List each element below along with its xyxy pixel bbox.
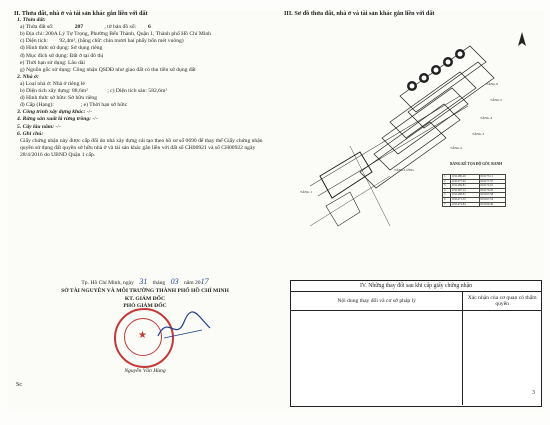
coordinate-cell: 2 (443, 179, 451, 184)
other-structure-line (14, 109, 276, 116)
perennial-heading: 5. Cây lâu năm: (17, 123, 54, 130)
house-type-line (14, 81, 276, 88)
coordinate-cell: 1191469.81 (450, 184, 479, 189)
built-area-label: b) Diện tích xây dựng: (20, 88, 71, 95)
coordinate-cell: 601165.58 (479, 193, 505, 198)
forest-heading: 4. Rừng sản xuất là rừng trồng: (17, 116, 92, 123)
floor-label-6: TẦNG 6 (486, 82, 498, 86)
coordinate-cell: 1191468.81 (450, 193, 479, 198)
perennial-value: -/- (55, 123, 61, 130)
change-content-cell (291, 311, 463, 405)
origin-value: Công nhận QSDĐ như giao đất có thu tiền sử dụng đất (72, 66, 196, 73)
coordinate-cell: 1191474.84 (450, 202, 479, 207)
coordinate-cell: 5 (443, 193, 451, 198)
area-label: c) Diện tích: (20, 38, 48, 45)
header-confirmation: Xác nhận của cơ quan có thẩm quyền (467, 295, 537, 307)
coordinate-cell: 601169.40 (479, 202, 505, 207)
coordinate-table-title: BẢNG KÊ TỌA ĐỘ GÓC RANH (450, 162, 502, 166)
coordinate-row (443, 202, 506, 207)
perennial-line (14, 124, 276, 131)
changes-table (290, 280, 542, 407)
term-label: e) Thời hạn sử dụng: (20, 59, 67, 66)
date-month: 03 (170, 277, 179, 286)
coordinate-cell: 601177.37 (479, 179, 505, 184)
coordinate-cell: 1191471.35 (450, 197, 479, 202)
footer-code: Sc (16, 382, 22, 388)
floor-label-4: TẦNG 4 (480, 116, 492, 120)
ownership-line (14, 95, 276, 102)
coordinate-cell: 1 (443, 175, 451, 180)
floor-label-5: TẦNG 5 (490, 98, 502, 102)
origin-line (14, 67, 276, 74)
date-prefix: Tp. Hồ Chí Minh, ngày (81, 280, 134, 286)
site-plan-diagram (290, 26, 540, 266)
floor-area-label: ; c) Diện tích sàn: (107, 88, 147, 95)
right-panel (284, 10, 542, 410)
floor-area-value: 582,6m² (148, 88, 168, 95)
coordinate-cell: 601167.16 (479, 197, 505, 202)
area-line (14, 38, 276, 45)
house-area-line (14, 88, 276, 95)
section-title-iii: III. Sơ đồ thửa đất, nhà ở và tài sản khác gắn liền với đất (284, 10, 435, 17)
house-heading: 2. Nhà ở: (17, 73, 39, 80)
other-structure-heading: 3. Công trình xây dựng khác: (17, 109, 86, 116)
signer-role-2: PHÓ GIÁM ĐỐC (123, 303, 167, 309)
purpose-value: Đất ở tại đô thị (69, 52, 104, 59)
header-change-content: Nội dung thay đổi và cơ sở pháp lý (291, 292, 463, 310)
coordinate-cell: 601173.11 (479, 175, 505, 180)
date-year: 17 (200, 277, 209, 286)
floor-label-2: TẦNG 2 (450, 146, 462, 150)
notes-heading: 6. Ghi chú: (17, 130, 44, 137)
coordinate-cell: 1191467.12 (450, 188, 479, 193)
parcel-label: a) Thửa đất số: (20, 24, 54, 31)
ownership-label: d) Hình thức sở hữu: (20, 95, 67, 102)
coordinate-cell: 1191480.40 (450, 175, 479, 180)
coordinate-cell: 601172.61 (479, 184, 505, 189)
notes-text: Giấy chứng nhận này được cấp đổi do nhà xây dựng cải tạo theo hồ sơ số 0690 để thay thế Giấy chứng nhận quyền sử dụng đất quyền sở hữu nhà ở và tài sản khác gắn liền với đất số CH00921 và số CH00922 ngày 28/4/2016 do UBND Quận 1 cấp. (20, 137, 263, 158)
use-form-value: Sử dụng riêng (70, 45, 103, 52)
changes-title: IV. Những thay đổi sau khi cấp giấy chứng nhận (291, 281, 541, 292)
signer-name: Nguyễn Văn Hùng (124, 368, 166, 374)
changes-header-row (291, 292, 541, 311)
origin-label: g) Nguồn gốc sử dụng: (20, 66, 72, 73)
changes-body (291, 311, 541, 405)
sheet-label: , tờ bản đồ số: (104, 24, 137, 31)
purpose-label: đ) Mục đích sử dụng: (20, 52, 69, 59)
grade-label: đ) Cấp (Hạng): (20, 102, 54, 109)
sheet-number: 6 (148, 24, 151, 31)
left-panel (14, 10, 276, 410)
grade-line (14, 102, 276, 109)
parcel-line (14, 24, 276, 31)
own-term-label: ; e) Thời hạn sở hữu: (80, 102, 128, 109)
use-form-line (14, 45, 276, 52)
star-icon: ★ (138, 330, 147, 341)
coordinate-cell: 601170.20 (479, 188, 505, 193)
ownership-value: Sở hữu riêng (68, 95, 98, 102)
floor-label-3: TẦNG 3 (472, 132, 484, 136)
built-area-value: 88,6m² (71, 88, 88, 95)
house-type-value: Nhà ở riêng lẻ (52, 80, 85, 87)
address-label: b) Địa chỉ: (20, 31, 44, 38)
section-title-ii: II. Thửa đất, nhà ở và tài sản khác gắn liền với đất (14, 10, 148, 17)
issuing-authority: SỞ TÀI NGUYÊN VÀ MÔI TRƯỜNG THÀNH PHỐ HỒ CHÍ MINH (61, 288, 229, 294)
coordinate-cell: 4 (443, 188, 451, 193)
area-words: (bằng chữ: chín mươi hai phẩy bốn mét vuông) (78, 38, 184, 45)
month-prefix: tháng (152, 280, 166, 286)
certificate-sheet (8, 10, 544, 412)
area-value: 92,4m², (59, 38, 77, 45)
signature-scribble (154, 308, 214, 348)
other-structure-value: -/- (86, 109, 93, 116)
date-line (14, 278, 276, 287)
forest-line (14, 116, 276, 123)
forest-value: -/- (92, 116, 98, 123)
coordinate-cell: 3 (443, 184, 451, 189)
site-plan-drawing (290, 26, 540, 266)
parcel-number: 207 (74, 24, 84, 31)
floor-label-mezzanine: TẦNG LỬNG (394, 168, 414, 172)
coordinate-table (442, 174, 506, 207)
date-day: 31 (139, 277, 148, 286)
address-line (14, 31, 276, 38)
coordinate-cell: 6 (443, 197, 451, 202)
purpose-line (14, 53, 276, 60)
coordinate-cell: 1191477.92 (450, 179, 479, 184)
address-value: 200A Lý Tự Trọng, Phường Bến Thành, Quận 1, Thành phố Hồ Chí Minh (45, 31, 211, 38)
confirmation-cell (463, 311, 541, 405)
year-prefix: năm 20 (183, 280, 201, 286)
page-number: 3 (532, 390, 535, 396)
coordinate-cell: 7 (443, 202, 451, 207)
signer-role-1: KT. GIÁM ĐỐC (124, 296, 166, 302)
floor-label-1: TẦNG 1 (300, 190, 312, 194)
land-heading: 1. Thửa đất: (17, 17, 46, 24)
term-line (14, 60, 276, 67)
use-form-label: d) Hình thức sử dụng: (20, 45, 70, 52)
term-value: Lâu dài (68, 59, 85, 66)
house-type-label: a) Loại nhà ở: (20, 80, 52, 87)
